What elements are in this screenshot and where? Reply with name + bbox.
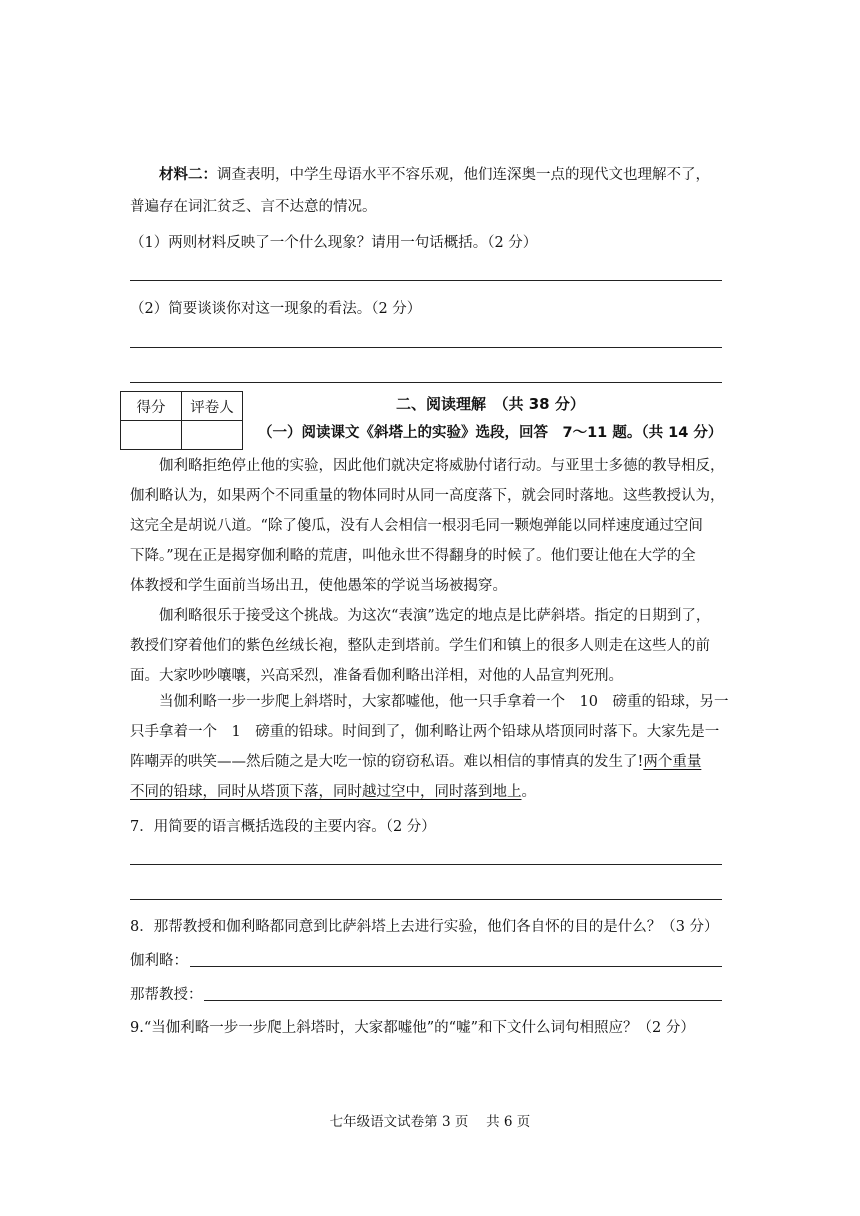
question-7: 7．用简要的语言概括选段的主要内容。（2 分） bbox=[130, 819, 436, 835]
reviewer-label: 评卷人 bbox=[182, 392, 243, 421]
passage-line: 伽利略认为，如果两个不同重量的物体同时从同一高度落下，就会同时落地。这些教授认为， bbox=[130, 488, 725, 504]
passage-paragraph-3 bbox=[130, 687, 730, 807]
passage-text: 。 bbox=[521, 784, 536, 800]
passage-line: 面。大家吵吵嚷嚷，兴高采烈，准备看伽利略出洋相，对他的人品宣判死刑。 bbox=[130, 668, 623, 684]
material2-text-1: 调查表明，中学生母语水平不容乐观，他们连深奥一点的现代文也理解不了， bbox=[217, 167, 710, 183]
answer-line-q7b[interactable] bbox=[130, 899, 722, 900]
answer-line-m2b[interactable] bbox=[130, 382, 722, 383]
underlined-sentence-start: 两个重量 bbox=[643, 754, 702, 770]
passage-line: 伽利略很乐于接受这个挑战。为这次“表演”选定的地点是比萨斜塔。指定的日期到了， bbox=[159, 608, 711, 624]
passage-line: 伽利略拒绝停止他的实验，因此他们就决定将威胁付诸行动。与亚里士多德的教导相反， bbox=[159, 458, 725, 474]
passage-line: 下降。”现在正是揭穿伽利略的荒唐，叫他永世不得翻身的时候了。他们要让他在大学的全 bbox=[130, 548, 696, 564]
question-9: 9.“当伽利略一步一步爬上斜塔时，大家都嘘他”的“嘘”和下文什么词句相照应？（2 分） bbox=[130, 1020, 695, 1036]
underlined-sentence-end: 不同的铅球，同时从塔顶下落，同时越过空中，同时落到地上 bbox=[130, 784, 522, 800]
material2-label: 材料二： bbox=[159, 167, 217, 183]
question-m2: （2）简要谈谈你对这一现象的看法。（2 分） bbox=[130, 301, 422, 317]
passage-paragraph-2 bbox=[130, 601, 730, 691]
passage-paragraph-1 bbox=[130, 451, 730, 601]
passage-line: 当伽利略一步一步爬上斜塔时，大家都嘘他，他一只手拿着一个 10 磅重的铅球，另一 bbox=[159, 694, 729, 710]
passage-line: 这完全是胡说八道。“除了傻瓜，没有人会相信一根羽毛同一颗炮弹能以同样速度通过空间 bbox=[130, 518, 703, 534]
galileo-label: 伽利略： bbox=[130, 953, 188, 969]
section2-title: 二、阅读理解 （共 38 分） bbox=[396, 395, 585, 413]
question-m1: （1）两则材料反映了一个什么现象？请用一句话概括。（2 分） bbox=[130, 235, 538, 251]
score-cell[interactable] bbox=[121, 421, 182, 450]
passage-line: 体教授和学生面前当场出丑，使他愚笨的学说当场被揭穿。 bbox=[130, 578, 507, 594]
passage-text: 阵嘲弄的哄笑——然后随之是大吃一惊的窃窃私语。难以相信的事情真的发生了! bbox=[130, 754, 644, 770]
answer-line-m1[interactable] bbox=[130, 280, 722, 281]
section2-subtitle: （一）阅读课文《斜塔上的实验》选段，回答 7～11 题。（共 14 分） bbox=[258, 425, 723, 441]
passage-line bbox=[130, 747, 730, 777]
passage-line: 只手拿着一个 1 磅重的铅球。时间到了，伽利略让两个铅球从塔顶同时落下。大家先是一 bbox=[130, 724, 720, 740]
reviewer-cell[interactable] bbox=[182, 421, 243, 450]
score-label: 得分 bbox=[121, 392, 182, 421]
answer-line-q7a[interactable] bbox=[130, 864, 722, 865]
answer-line-m2a[interactable] bbox=[130, 347, 722, 348]
material2-line2: 普遍存在词汇贫乏、言不达意的情况。 bbox=[130, 199, 377, 215]
material2-line1 bbox=[159, 160, 710, 190]
professors-label: 那帮教授： bbox=[130, 987, 203, 1003]
page-footer: 七年级语文试卷第 3 页 共 6 页 bbox=[329, 1114, 531, 1130]
grader-table bbox=[120, 391, 243, 450]
answer-line-galileo[interactable] bbox=[190, 966, 722, 967]
passage-line bbox=[130, 777, 730, 807]
question-8: 8．那帮教授和伽利略都同意到比萨斜塔上去进行实验，他们各自怀的目的是什么？（3 分） bbox=[130, 919, 719, 935]
answer-line-professors[interactable] bbox=[204, 1000, 722, 1001]
passage-line: 教授们穿着他们的紫色丝绒长袍，整队走到塔前。学生们和镇上的很多人则走在这些人的前 bbox=[130, 638, 710, 654]
